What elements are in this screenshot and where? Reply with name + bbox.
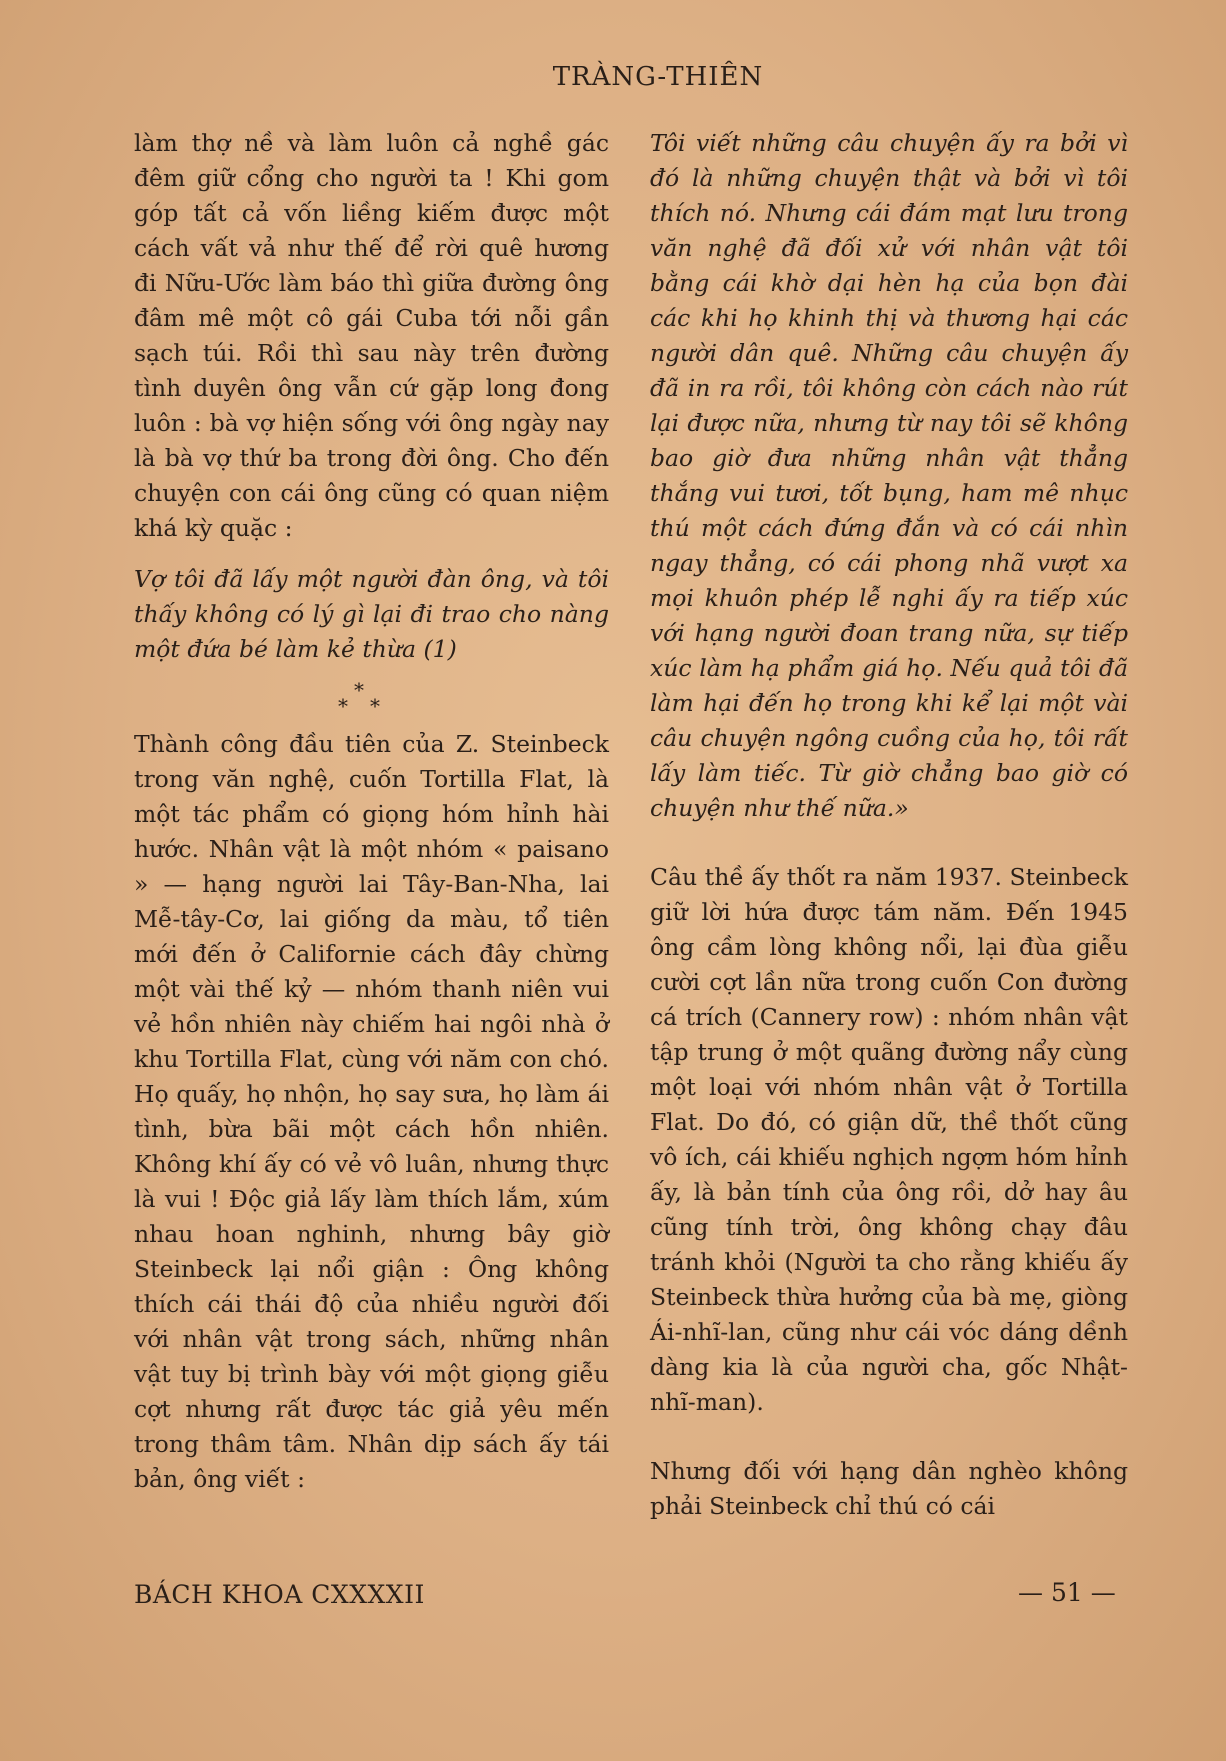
section-separator: * * *	[338, 678, 380, 718]
left-paragraph-2: Thành công đầu tiên của Z. Steinbeck trong văn nghệ, cuốn Tortilla Flat, là một tác phẩm có giọng hóm hỉnh hài hước. Nhân vật là một nhóm « paisano » — hạng người lai Tây-Ban-Nha, lai Mễ-tây-Cơ, lai giống da màu, tổ tiên mới đến ở Californie cách đây chừng một vài thế kỷ — nhóm thanh niên vui vẻ hồn nhiên này chiếm hai ngôi nhà ở khu Tortilla Flat, cùng với năm con chó. Họ quấy, họ nhộn, họ say sưa, họ làm ái tình, bừa bãi một cách hồn nhiên. Không khí ấy có vẻ vô luân, nhưng thực là vui ! Độc giả lấy làm thích lắm, xúm nhau hoan nghinh, nhưng bây giờ Steinbeck lại nổi giận : Ông không thích cái thái độ của nhiều người đối với nhân vật trong sách, những nhân vật tuy bị trình bày với một giọng giễu cợt nhưng rất được tác giả yêu mến trong thâm tâm. Nhân dịp sách ấy tái bản, ông viết :	[134, 730, 609, 1493]
journal-name: BÁCH KHOA CXXXXII	[134, 1580, 425, 1609]
right-paragraph-2: Nhưng đối với hạng dân nghèo không phải Steinbeck chỉ thú có cái	[650, 1457, 1128, 1520]
right-quote: Tôi viết những câu chuyện ấy ra bởi vì đó là những chuyện thật và bởi vì tôi thích nó. Nhưng cái đám mạt lưu trong văn nghệ đã đối xử với nhân vật tôi bằng cái khờ dại hèn hạ của bọn đài các khi họ khinh thị và thương hại các người dân quê. Những câu chuyện ấy đã in ra rồi, tôi không còn cách nào rút lại được nữa, nhưng từ nay tôi sẽ không bao giờ đưa những nhân vật thẳng thắng vui tươi, tốt bụng, ham mê nhục thú một cách đứng đắn và có cái nhìn ngay thẳng, có cái phong nhã vượt xa mọi khuôn phép lễ nghi ấy ra tiếp xúc với hạng người đoan trang nữa, sự tiếp xúc làm hạ phẩm giá họ. Nếu quả tôi đã làm hại đến họ trong khi kể lại một vài câu chuyện ngông cuồng của họ, tôi rất lấy làm tiếc. Từ giờ chẳng bao giờ có chuyện như thế nữa.»	[650, 129, 1128, 822]
right-paragraph-1: Câu thề ấy thốt ra năm 1937. Steinbeck giữ lời hứa được tám năm. Đến 1945 ông cầm lòng không nổi, lại đùa giễu cười cợt lần nữa trong cuốn Con đường cá trích (Cannery row) : nhóm nhân vật tập trung ở một quãng đường nẩy cùng một loại với nhóm nhân vật ở Tortilla Flat. Do đó, có giận dữ, thề thốt cũng vô ích, cái khiếu nghịch ngợm hóm hỉnh ấy, là bản tính của ông rồi, dở hay âu cũng tính trời, ông không chạy đâu tránh khỏi (Người ta cho rằng khiếu ấy Steinbeck thừa hưởng của bà mẹ, giòng Ái-nhĩ-lan, cũng như cái vóc dáng dềnh dàng kia là của người cha, gốc Nhật-nhĩ-man).	[650, 863, 1128, 1416]
page-number: — 51 —	[1018, 1578, 1116, 1607]
left-quote: Vợ tôi đã lấy một người đàn ông, và tôi thấy không có lý gì lại đi trao cho nàng một đứa bé làm kẻ thừa (1)	[134, 565, 609, 663]
left-column	[134, 126, 609, 1497]
right-column	[650, 126, 1128, 1524]
left-paragraph-1: làm thợ nề và làm luôn cả nghề gác đêm giữ cổng cho người ta ! Khi gom góp tất cả vốn liềng kiếm được một cách vất vả như thế để rời quê hương đi Nữu-Ước làm báo thì giữa đường ông đâm mê một cô gái Cuba tới nỗi gần sạch túi. Rồi thì sau này trên đường tình duyên ông vẫn cứ gặp long đong luôn : bà vợ hiện sống với ông ngày nay là bà vợ thứ ba trong đời ông. Cho đến chuyện con cái ông cũng có quan niệm khá kỳ quặc :	[134, 129, 609, 542]
running-header: TRÀNG-THIÊN	[552, 62, 764, 92]
